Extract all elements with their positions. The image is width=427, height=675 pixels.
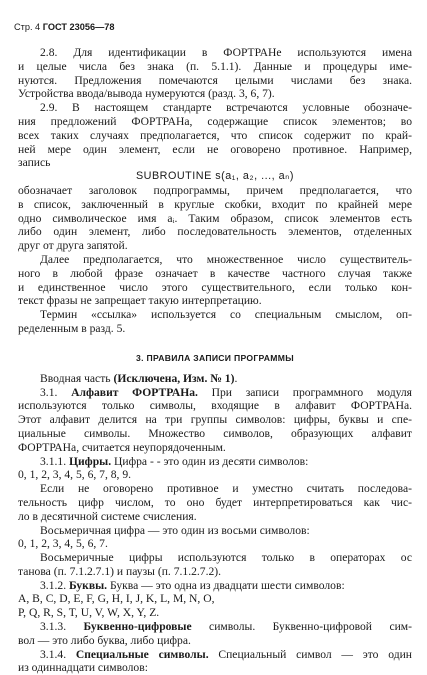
text-line (18, 620, 412, 634)
text-line: Устройства ввода/вывода нумеруются (разд. 3, 6, 7). (18, 87, 275, 101)
spacer (18, 336, 412, 352)
letters-list: P, Q, R, S, T, U, V, W, X, Y, Z. (18, 606, 160, 620)
clause-text: При записи программного модуля (197, 385, 412, 399)
text-line: ния предложений ФОРТРАНа, содержащие список элементов; во (18, 114, 412, 128)
clause-number: 3.1.2. (40, 578, 69, 592)
text-line: обозначает заголовок подпрограммы, причем предполагается, что (18, 183, 412, 197)
text-line: запись (18, 156, 51, 170)
text-line: всех таких случаях предполагается, что список содержит по край- (18, 128, 412, 142)
clause-title: Алфавит ФОРТРАНа. (71, 385, 198, 399)
text-line: Далее предполагается, что множественное число существитель- (40, 252, 412, 266)
paragraph-3-1-2 (18, 579, 412, 620)
text-line: ФОРТРАНа, считается неупорядоченным. (18, 440, 226, 454)
clause-title: Цифры. (68, 454, 112, 468)
text-line: текст фразы не запрещает такую интерпретацию. (18, 294, 262, 308)
text-line: вол — это либо буква, либо цифра. (18, 633, 191, 647)
text-line: танова (п. 7.1.2.7.1) и паузы (п. 7.1.2.7.2). (18, 564, 222, 578)
intro-end: . (234, 371, 238, 385)
text-line: Восьмеричная цифра — это один из восьми символов: (40, 523, 310, 537)
page-header (14, 22, 115, 32)
text-line (18, 386, 412, 400)
clause-number: 3.1.3. (40, 620, 84, 634)
clause-text: Буква — это одна из двадцати шести символов: (107, 578, 345, 592)
paragraph-2-9 (18, 101, 412, 336)
clause-text: Специальный символ — это один (208, 647, 413, 661)
text-line: используются только символы, входящие в алфавит ФОРТРАНа. (18, 399, 412, 413)
clause-text: символы. Буквенно-цифровой сим- (191, 620, 412, 634)
text-line: Если не оговорено противное и уместно считать последова- (40, 482, 412, 496)
text-line: тельность цифр числом, то оно будет интерпретироваться как чис- (18, 495, 412, 509)
subroutine-example: SUBROUTINE s(a₁, a₂, ..., aₙ) (135, 170, 295, 183)
clause-text: Цифра - - это один из десяти символов: (111, 454, 309, 468)
paragraph-2-8 (18, 46, 412, 101)
paragraph-3-1-3 (18, 620, 412, 648)
clause-title: Специальные символы. (75, 647, 209, 661)
octal-digits-list: 0, 1, 2, 3, 4, 5, 6, 7. (18, 537, 108, 551)
text-line: ней мере один элемент, если не оговорено противное. Например, (18, 142, 412, 156)
text-line: одно символическое имя aᵢ. Таким образом, список элементов есть (18, 211, 412, 225)
text-line (18, 648, 412, 662)
text-line: либо один элемент, либо последовательность элементов, отделенных (18, 225, 412, 239)
text-line: ного в любой фразе означает в качестве частного случая также (18, 266, 412, 280)
letters-list: A, B, C, D, E, F, G, H, I, J, K, L, M, N, O, (18, 592, 215, 606)
text-line (18, 579, 412, 593)
text-line (18, 455, 412, 469)
text-line: друг от друга запятой. (18, 239, 128, 253)
body-text (18, 46, 412, 675)
clause-number: 3.1.1. (40, 454, 69, 468)
text-line: нуются. Предложения помечаются целыми числами без знака. (18, 73, 412, 87)
clause-number: 3.1. (40, 385, 72, 399)
text-line: 2.9. В настоящем стандарте встречаются условные обозначе- (40, 101, 412, 115)
intro-text: Вводная часть (40, 371, 114, 385)
section-3-title: 3. ПРАВИЛА ЗАПИСИ ПРОГРАММЫ (136, 352, 294, 363)
clause-title: Буквы. (68, 578, 108, 592)
digits-list: 0, 1, 2, 3, 4, 5, 6, 7, 8, 9. (18, 468, 132, 482)
text-line: циальные символы. Множество символов, образующих алфавит (18, 426, 412, 440)
standard-number: ГОСТ 23056—78 (42, 22, 115, 32)
paragraph-3-1 (18, 386, 412, 455)
text-line: Этот алфавит делится на три группы символов: цифры, буквы и спе- (18, 413, 412, 427)
text-line: из одиннадцати символов: (18, 661, 148, 675)
text-line: Термин «ссылка» используется со специальным смыслом, оп- (40, 308, 412, 322)
text-line: Восьмеричные цифры используются только в операторах ос (40, 551, 412, 565)
paragraph-3-1-1 (18, 455, 412, 579)
intro-line (18, 372, 412, 386)
intro-excluded-note: (Исключена, Изм. № 1) (113, 371, 235, 385)
text-line: в список, заключенный в круглые скобки, входит по крайней мере (18, 197, 412, 211)
page-number: Стр. 4 (14, 22, 41, 32)
clause-number: 3.1.4. (40, 647, 76, 661)
text-line: и единственное число этого существительного, если только кон- (18, 280, 412, 294)
text-line: ределенным в разд. 5. (18, 321, 126, 335)
text-line: 2.8. Для идентификации в ФОРТРАНе используются имена (40, 46, 412, 59)
text-line: ло в десятичной системе счисления. (18, 509, 197, 523)
paragraph-3-1-4 (18, 648, 412, 675)
text-line: и целые числа без знака (п. 5.1.1). Данные и процедуры име- (18, 59, 412, 73)
clause-title: Буквенно-цифровые (83, 620, 192, 634)
